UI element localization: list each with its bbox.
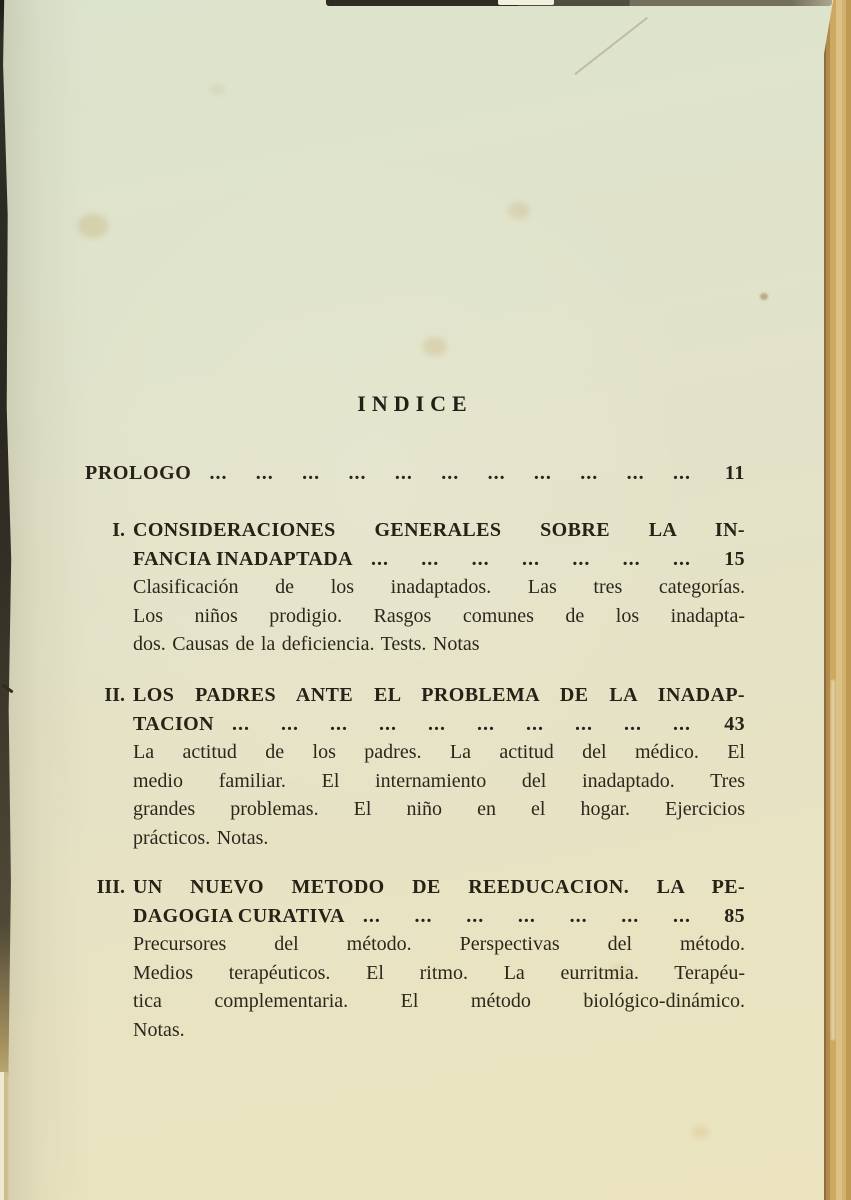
chapter-summary-line: tica complementaria. El método biológico-dinámico.: [133, 990, 745, 1012]
stain: [78, 214, 108, 238]
chapter-numeral: I.: [112, 519, 125, 541]
chapter-summary-line: prácticos. Notas.: [133, 826, 269, 849]
chapter-title-line: LOS PADRES ANTE EL PROBLEMA DE LA INADAP-: [133, 684, 745, 706]
chapter-summary-line: Clasificación de los inadaptados. Las tres categorías.: [133, 576, 745, 598]
chapter-title-line: FANCIA INADAPTADA: [133, 547, 353, 570]
book-spine-bottom-edge: [0, 1072, 9, 1200]
stain: [760, 293, 768, 300]
stain: [423, 337, 447, 356]
chapter-title-line: TACION: [133, 712, 214, 735]
toc-entry-1: [85, 516, 745, 659]
chapter-summary-line: Medios terapéuticos. El ritmo. La eurritmia. Terapéu-: [133, 961, 745, 984]
dot-leader: ... ... ... ... ... ... ... ... ... ... ...: [209, 462, 691, 484]
toc-entry-body: [133, 873, 745, 1044]
chapter-title-line: UN NUEVO METODO DE REEDUCACION. LA PE-: [133, 876, 745, 898]
page-edge: [824, 0, 851, 1200]
page-edge-highlight: [831, 680, 835, 1040]
chapter-numeral: III.: [96, 876, 125, 898]
chapter-summary-line: medio familiar. El internamiento del inadaptado. Tres: [133, 769, 745, 792]
page-number: 43: [724, 712, 745, 735]
chapter-summary-line: Los niños prodigio. Rasgos comunes de los inadapta-: [133, 604, 745, 627]
dot-leader: ... ... ... ... ... ... ... ... ... ...: [231, 712, 691, 735]
dot-leader: ... ... ... ... ... ... ...: [362, 904, 691, 927]
page-number: 11: [724, 462, 745, 484]
toc-entry-body: [133, 516, 745, 659]
toc-entry-3: [85, 873, 745, 1044]
chapter-summary-line: dos. Causas de la deficiencia. Tests. Notas: [133, 633, 480, 655]
toc-entry-prologo: [85, 459, 745, 487]
scratch-mark: [574, 17, 647, 75]
dot-leader: ... ... ... ... ... ... ...: [370, 547, 691, 570]
chapter-title-line: CONSIDERACIONES GENERALES SOBRE LA IN-: [133, 519, 745, 541]
page-number: 15: [724, 547, 745, 570]
chapter-numeral: II.: [104, 684, 125, 706]
scan-top-edge: [326, 0, 832, 6]
stain: [508, 202, 530, 219]
chapter-title-leader-line: [133, 902, 745, 931]
stain: [692, 1126, 709, 1139]
chapter-title-leader-line: [133, 545, 745, 574]
toc-entry-label: PROLOGO: [85, 462, 192, 484]
chapter-summary-line: Precursores del método. Perspectivas del método.: [133, 933, 745, 955]
toc-entry-2: [85, 681, 745, 852]
chapter-summary-line: Notas.: [133, 1018, 185, 1041]
chapter-summary-line: La actitud de los padres. La actitud del médico. El: [133, 741, 745, 763]
scan-top-edge-gap: [498, 0, 554, 5]
chapter-summary-line: grandes problemas. El niño en el hogar. Ejercicios: [133, 798, 745, 820]
toc-entry-body: [133, 681, 745, 852]
chapter-title-leader-line: [133, 710, 745, 739]
book-spine-shadow: [0, 0, 14, 1075]
page-number: 85: [724, 904, 745, 927]
stain: [210, 84, 225, 95]
page-title: INDICE: [357, 391, 473, 416]
chapter-title-line: DAGOGIA CURATIVA: [133, 904, 345, 927]
